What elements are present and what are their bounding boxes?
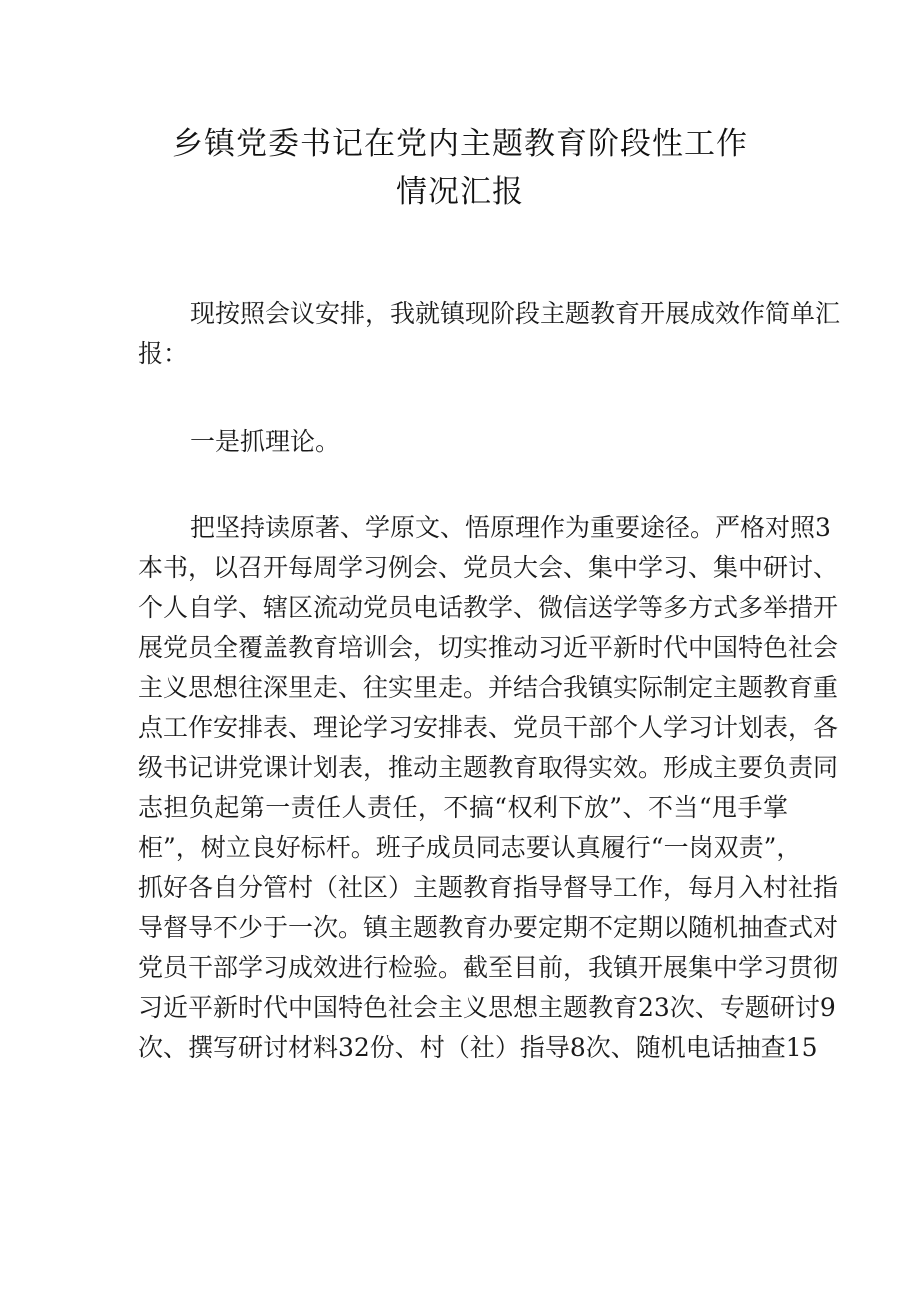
body-line: 主义思想往深里走、往实里走。并结合我镇实际制定主题教育重 xyxy=(138,673,839,702)
body-line: 志担负起第一责任人责任，不搞“权利下放”、不当“甩手掌 xyxy=(138,793,788,822)
document-title-line-2: 情况汇报 xyxy=(396,174,524,210)
body-line: 党员干部学习成效进行检验。截至目前，我镇开展集中学习贯彻 xyxy=(138,953,839,982)
body-line: 本书，以召开每周学习例会、党员大会、集中学习、集中研讨、 xyxy=(138,553,839,582)
body-line: 个人自学、辖区流动党员电话教学、微信送学等多方式多举措开 xyxy=(138,593,839,622)
section-1-body-paragraph xyxy=(138,508,839,1068)
body-line: 把坚持读原著、学原文、悟原理作为重要途径。严格对照3 xyxy=(190,513,831,542)
section-1-heading-paragraph xyxy=(138,422,788,462)
body-line: 级书记讲党课计划表，推动主题教育取得实效。形成主要负责同 xyxy=(138,753,839,782)
body-line: 次、撰写研讨材料32份、村（社）指导8次、随机电话抽查15 xyxy=(138,1033,818,1062)
intro-line: 报： xyxy=(138,339,189,368)
document-title-line-1: 乡镇党委书记在党内主题教育阶段性工作 xyxy=(172,126,748,162)
body-line: 抓好各自分管村（社区）主题教育指导督导工作，每月入村社指 xyxy=(138,873,839,902)
intro-paragraph xyxy=(138,294,841,374)
intro-line: 现按照会议安排，我就镇现阶段主题教育开展成效作简单汇 xyxy=(190,299,841,328)
body-line: 点工作安排表、理论学习安排表、党员干部个人学习计划表，各 xyxy=(138,713,839,742)
section-1-heading: 一是抓理论。 xyxy=(190,427,341,456)
body-line: 柜”，树立良好标杆。班子成员同志要认真履行“一岗双责”， xyxy=(138,833,802,862)
body-line: 展党员全覆盖教育培训会，切实推动习近平新时代中国特色社会 xyxy=(138,633,839,662)
body-line: 习近平新时代中国特色社会主义思想主题教育23次、专题研讨9 xyxy=(138,993,836,1022)
body-line: 导督导不少于一次。镇主题教育办要定期不定期以随机抽查式对 xyxy=(138,913,839,942)
